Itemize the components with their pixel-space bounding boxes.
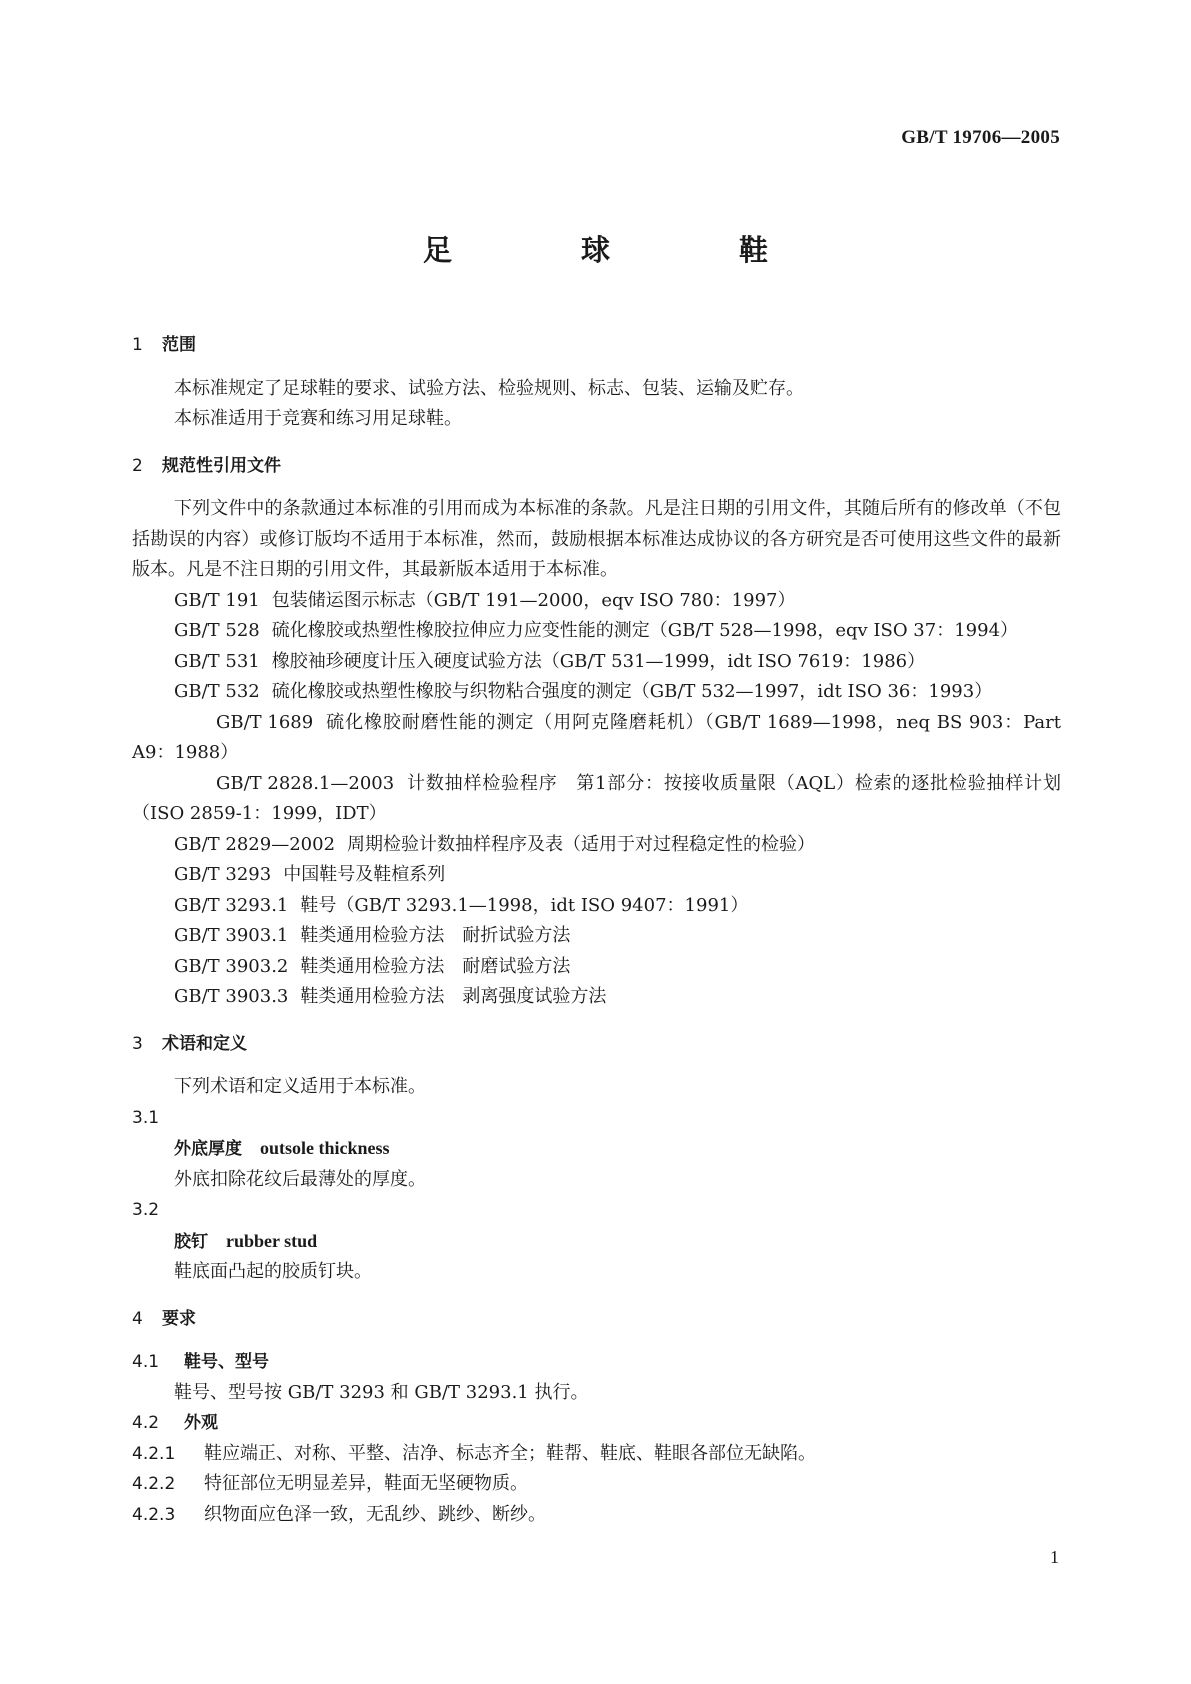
section-title: 范围 [162, 335, 196, 355]
reference-text: 鞋类通用检验方法 耐磨试验方法 [300, 955, 571, 977]
reference-text: 鞋类通用检验方法 耐折试验方法 [300, 925, 571, 946]
reference-code: GB/T 3903.2 [174, 955, 289, 977]
reference-item [132, 647, 1061, 678]
reference-code: GB/T 3293 [174, 864, 272, 885]
reference-code: GB/T 2828.1—2003 [216, 772, 395, 794]
section-title: 要求 [162, 1308, 196, 1329]
subsection-number: 4.2 [132, 1413, 160, 1433]
reference-item [132, 982, 1061, 1013]
paragraph: 本标准规定了足球鞋的要求、试验方法、检验规则、标志、包装、运输及贮存。 [174, 377, 804, 399]
reference-item [132, 891, 1061, 922]
clause-item [132, 1439, 1061, 1470]
term-cn: 胶钉 [174, 1231, 208, 1252]
subsection-4-2-heading [132, 1408, 1061, 1439]
standard-code: GB/T 19706—2005 [901, 127, 1060, 148]
term-number: 3.2 [132, 1200, 160, 1220]
section-2-heading [132, 451, 1061, 482]
reference-code: GB/T 2829—2002 [174, 833, 336, 855]
term-en: outsole thickness [260, 1138, 390, 1158]
reference-item [132, 921, 1061, 952]
paragraph: 鞋号、型号按 GB/T 3293 和 GB/T 3293.1 执行。 [174, 1381, 589, 1403]
section-1-heading [132, 330, 1061, 361]
reference-code: GB/T 3293.1 [174, 894, 289, 916]
reference-text: 中国鞋号及鞋楦系列 [283, 864, 446, 885]
document-title: 足 球 鞋 [422, 233, 818, 267]
reference-code: GB/T 531 [174, 650, 260, 672]
paragraph: 本标准适用于竞赛和练习用足球鞋。 [174, 408, 462, 429]
paragraph: 下列术语和定义适用于本标准。 [174, 1076, 426, 1097]
term-definition: 外底扣除花纹后最薄处的厚度。 [174, 1168, 426, 1190]
reference-item [132, 830, 1061, 861]
paragraph: 下列文件中的条款通过本标准的引用而成为本标准的条款。凡是注日期的引用文件，其随后所有的修改单（不包括勘误的内容）或修订版均不适用于本标准，然而，鼓励根据本标准达成协议的各方研究是否可使用这些文件的最新版本。凡是不注日期的引用文件，其最新版本适用于本标准。 [132, 498, 1061, 580]
reference-item [132, 769, 1061, 830]
subsection-4-1-heading [132, 1347, 1061, 1378]
section-4-heading [132, 1304, 1061, 1335]
reference-item [132, 677, 1061, 708]
term-number: 3.1 [132, 1107, 160, 1128]
term-heading [132, 1133, 1061, 1165]
term-en: rubber stud [226, 1230, 318, 1251]
reference-text: 鞋号（GB/T 3293.1—1998，idt ISO 9407：1991） [300, 894, 749, 916]
reference-text: 包装储运图示标志（GB/T 191—2000，eqv ISO 780：1997） [271, 589, 796, 611]
subsection-number: 4.1 [132, 1352, 160, 1372]
subsection-title: 外观 [184, 1413, 218, 1433]
section-number: 4 [132, 1308, 143, 1329]
section-number: 1 [132, 335, 143, 355]
reference-text: 硫化橡胶或热塑性橡胶拉伸应力应变性能的测定（GB/T 528—1998，eqv ISO 37：1994） [271, 620, 1019, 641]
page-number: 1 [1050, 1547, 1059, 1567]
clause-text: 特征部位无明显差异，鞋面无坚硬物质。 [204, 1473, 528, 1494]
clause-text: 织物面应色泽一致，无乱纱、跳纱、断纱。 [204, 1503, 546, 1525]
reference-code: GB/T 1689 [216, 711, 314, 733]
reference-text: 周期检验计数抽样程序及表（适用于对过程稳定性的检验） [347, 833, 816, 855]
clause-item [132, 1500, 1061, 1531]
term-definition: 鞋底面凸起的胶质钉块。 [174, 1261, 372, 1282]
reference-code: GB/T 528 [174, 620, 260, 641]
reference-code: GB/T 532 [174, 681, 260, 702]
reference-text: 硫化橡胶或热塑性橡胶与织物粘合强度的测定（GB/T 532—1997，idt ISO 36：1993） [271, 681, 993, 702]
reference-code: GB/T 191 [174, 589, 260, 611]
clause-number: 4.2.1 [132, 1443, 176, 1464]
reference-item [132, 952, 1061, 983]
reference-text: 硫化橡胶耐磨性能的测定（用阿克隆磨耗机）（GB/T 1689—1998，neq BS 903：Part A9：1988） [132, 711, 1061, 763]
document-body [132, 330, 1061, 1530]
clause-text: 鞋应端正、对称、平整、洁净、标志齐全；鞋帮、鞋底、鞋眼各部位无缺陷。 [204, 1442, 816, 1464]
clause-number: 4.2.2 [132, 1474, 176, 1494]
clause-item [132, 1469, 1061, 1500]
term-heading [132, 1226, 1061, 1258]
reference-item [132, 708, 1061, 769]
reference-code: GB/T 3903.1 [174, 925, 289, 946]
reference-item [132, 860, 1061, 891]
section-3-heading [132, 1029, 1061, 1060]
clause-number: 4.2.3 [132, 1504, 176, 1525]
reference-text: 橡胶袖珍硬度计压入硬度试验方法（GB/T 531—1999，idt ISO 7619：1986） [271, 650, 926, 672]
section-number: 3 [132, 1033, 143, 1054]
section-title: 规范性引用文件 [162, 455, 281, 476]
subsection-title: 鞋号、型号 [184, 1352, 269, 1372]
section-number: 2 [132, 455, 143, 476]
reference-code: GB/T 3903.3 [174, 986, 289, 1007]
reference-item [132, 616, 1061, 647]
reference-item [132, 586, 1061, 617]
reference-text: 计数抽样检验程序 第1部分：按接收质量限（AQL）检索的逐批检验抽样计划（ISO 2859-1：1999，IDT） [132, 772, 1061, 824]
section-title: 术语和定义 [162, 1033, 247, 1054]
term-cn: 外底厚度 [174, 1139, 242, 1159]
reference-text: 鞋类通用检验方法 剥离强度试验方法 [300, 986, 607, 1007]
